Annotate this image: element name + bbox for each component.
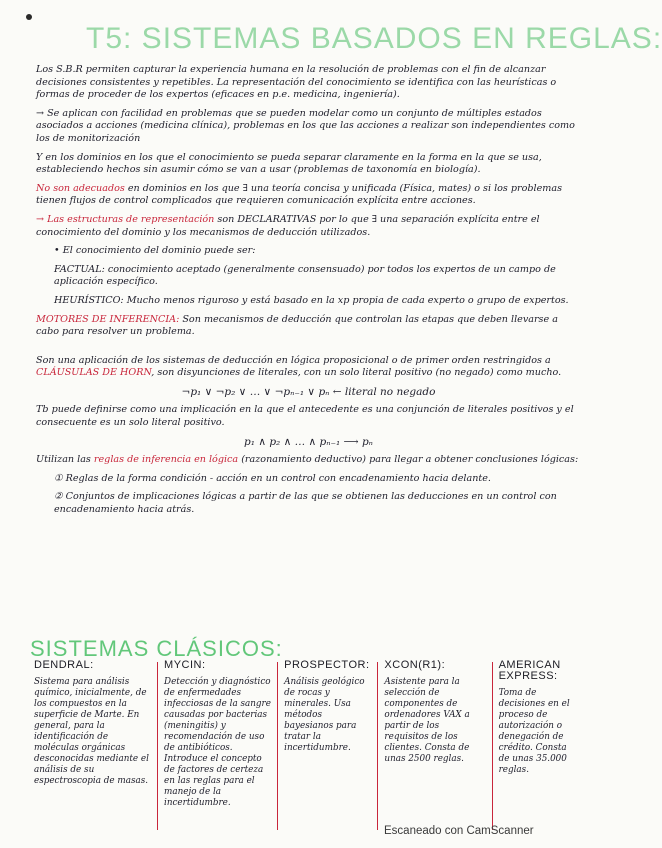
system-mycin <box>160 660 275 830</box>
horn-clauses: CLÁUSULAS DE HORN <box>36 367 152 379</box>
column-divider <box>377 662 378 830</box>
bullet-dot <box>26 14 32 20</box>
horn-text-c: , son disyunciones de literales, con un solo literal positivo (no negado) como mucho. <box>151 367 562 379</box>
not-suitable-lead: No son adecuados <box>36 182 125 194</box>
engines-text: Son mecanismos de deducción que controlan las etapas que deben llevarse a cabo para resolver un problema. <box>36 313 558 338</box>
rules-paragraph <box>36 454 581 467</box>
column-divider <box>277 662 278 830</box>
system-description: Toma de decisiones en el proceso de autorización o denegación de crédito. Consta de unas 35.000 reglas. <box>498 688 570 775</box>
not-suitable-paragraph <box>36 183 581 208</box>
classics-title: SISTEMAS CLÁSICOS: <box>30 636 283 661</box>
notes-body <box>36 64 581 523</box>
system-name: AMERICAN EXPRESS: <box>498 659 561 682</box>
scanner-watermark: Escaneado con CamScanner <box>384 825 534 837</box>
horn-formula: ¬p₁ ∨ ¬p₂ ∨ … ∨ ¬pₙ₋₁ ∨ pₙ ← literal no negado <box>181 385 436 398</box>
system-description: Detección y diagnóstico de enfermedades infecciosas de la sangre causadas por bacterias (meningitis) y recomendación de uso de antibióticos. Introduce el concepto de factores de certeza en las reglas para el manejo de la incertidumbre. <box>164 677 271 808</box>
heuristic-paragraph: HEURÍSTICO: Mucho menos riguroso y está basado en la xp propia de cada experto o grupo de expertos. <box>54 294 569 306</box>
system-name: MYCIN: <box>164 659 206 671</box>
not-suitable-text: en dominios en los que ∃ una teoría concisa y unificada (Física, mates) o si los problemas tienen flujos de control complicados que requieren comunicación explícita entre acciones. <box>36 182 563 207</box>
rule-two: ② Conjuntos de implicaciones lógicas a partir de las que se obtienen las deducciones en un control con encadenamiento hacia atrás. <box>54 491 557 516</box>
rules-inference: reglas de inferencia en lógica <box>93 454 239 466</box>
system-description: Sistema para análisis químico, inicialmente, de los compuestos en la superficie de Marte. En general, para la identificación de moléculas orgánicas desconocidas mediante el análisis de su espectroscopia de masas. <box>34 677 149 786</box>
rule-one: ① Reglas de la forma condición - acción en un control con encadenamiento hacia delante. <box>54 472 491 484</box>
rules-text-a: Utilizan las <box>36 454 94 466</box>
apply-paragraph: → Se aplican con facilidad en problemas que se pueden modelar como un conjunto de múltiples estados asociados a acciones (medicina clínica), problemas en los que las acciones a realizar son independientes como los de monitorización <box>36 107 575 144</box>
system-prospector <box>280 660 375 830</box>
column-divider <box>492 662 493 830</box>
structures-text: son DECLARATIVAS por lo que ∃ una separación explícita entre el conocimiento del dominio y los mecanismos de deducción utilizados. <box>36 213 540 238</box>
implication-paragraph: Tb puede definirse como una implicación en la que el antecedente es una conjunción de literales positivos y el consecuente es un solo literal positivo. <box>36 404 574 429</box>
system-description: Análisis geológico de rocas y minerales. Usa métodos bayesianos para tratar la incertidumbre. <box>284 677 365 753</box>
structures-lead: → Las estructuras de representación <box>36 213 215 225</box>
system-description: Asistente para la selección de componentes de ordenadores VAX a partir de los requisitos de los clientes. Consta de unas 2500 reglas. <box>384 677 470 764</box>
rules-text-c: (razonamiento deductivo) para llegar a obtener conclusiones lógicas: <box>238 454 579 466</box>
structures-paragraph <box>36 214 581 239</box>
page-title: T5: SISTEMAS BASADOS EN REGLAS: <box>86 22 662 55</box>
domains-paragraph: Y en los dominios en los que el conocimiento se pueda separar claramente en la forma en la que se usa, estableciendo hechos sin asumir cómo se van a usar (problemas de taxonomía en biología). <box>36 151 542 176</box>
horn-paragraph <box>36 355 581 380</box>
system-dendral <box>30 660 155 830</box>
engines-lead: MOTORES DE INFERENCIA: <box>36 313 180 325</box>
knowledge-domain-line: • El conocimiento del dominio puede ser: <box>54 245 256 257</box>
column-divider <box>157 662 158 830</box>
implication-formula: p₁ ∧ p₂ ∧ … ∧ pₙ₋₁ ⟶ pₙ <box>244 435 373 448</box>
system-xcon <box>380 660 489 830</box>
intro-paragraph: Los S.B.R permiten capturar la experiencia humana en la resolución de problemas con el fin de alcanzar decisiones consistentes y repetibles. La representación del conocimiento se identifica con las heurísticas o formas de proceder de los expertos (eficaces en p.e. medicina, ingeniería). <box>36 64 557 101</box>
system-american-express <box>495 660 578 830</box>
system-name: PROSPECTOR: <box>284 659 370 671</box>
system-name: DENDRAL: <box>34 659 94 671</box>
classic-systems <box>30 660 578 830</box>
engines-paragraph <box>36 314 581 339</box>
system-name: XCON(R1): <box>384 659 446 671</box>
factual-paragraph: FACTUAL: conocimiento aceptado (generalmente consensuado) por todos los expertos de un campo de aplicación específico. <box>54 263 556 288</box>
horn-text-a: Son una aplicación de los sistemas de deducción en lógica proposicional o de primer orden restringidos a <box>36 354 551 366</box>
